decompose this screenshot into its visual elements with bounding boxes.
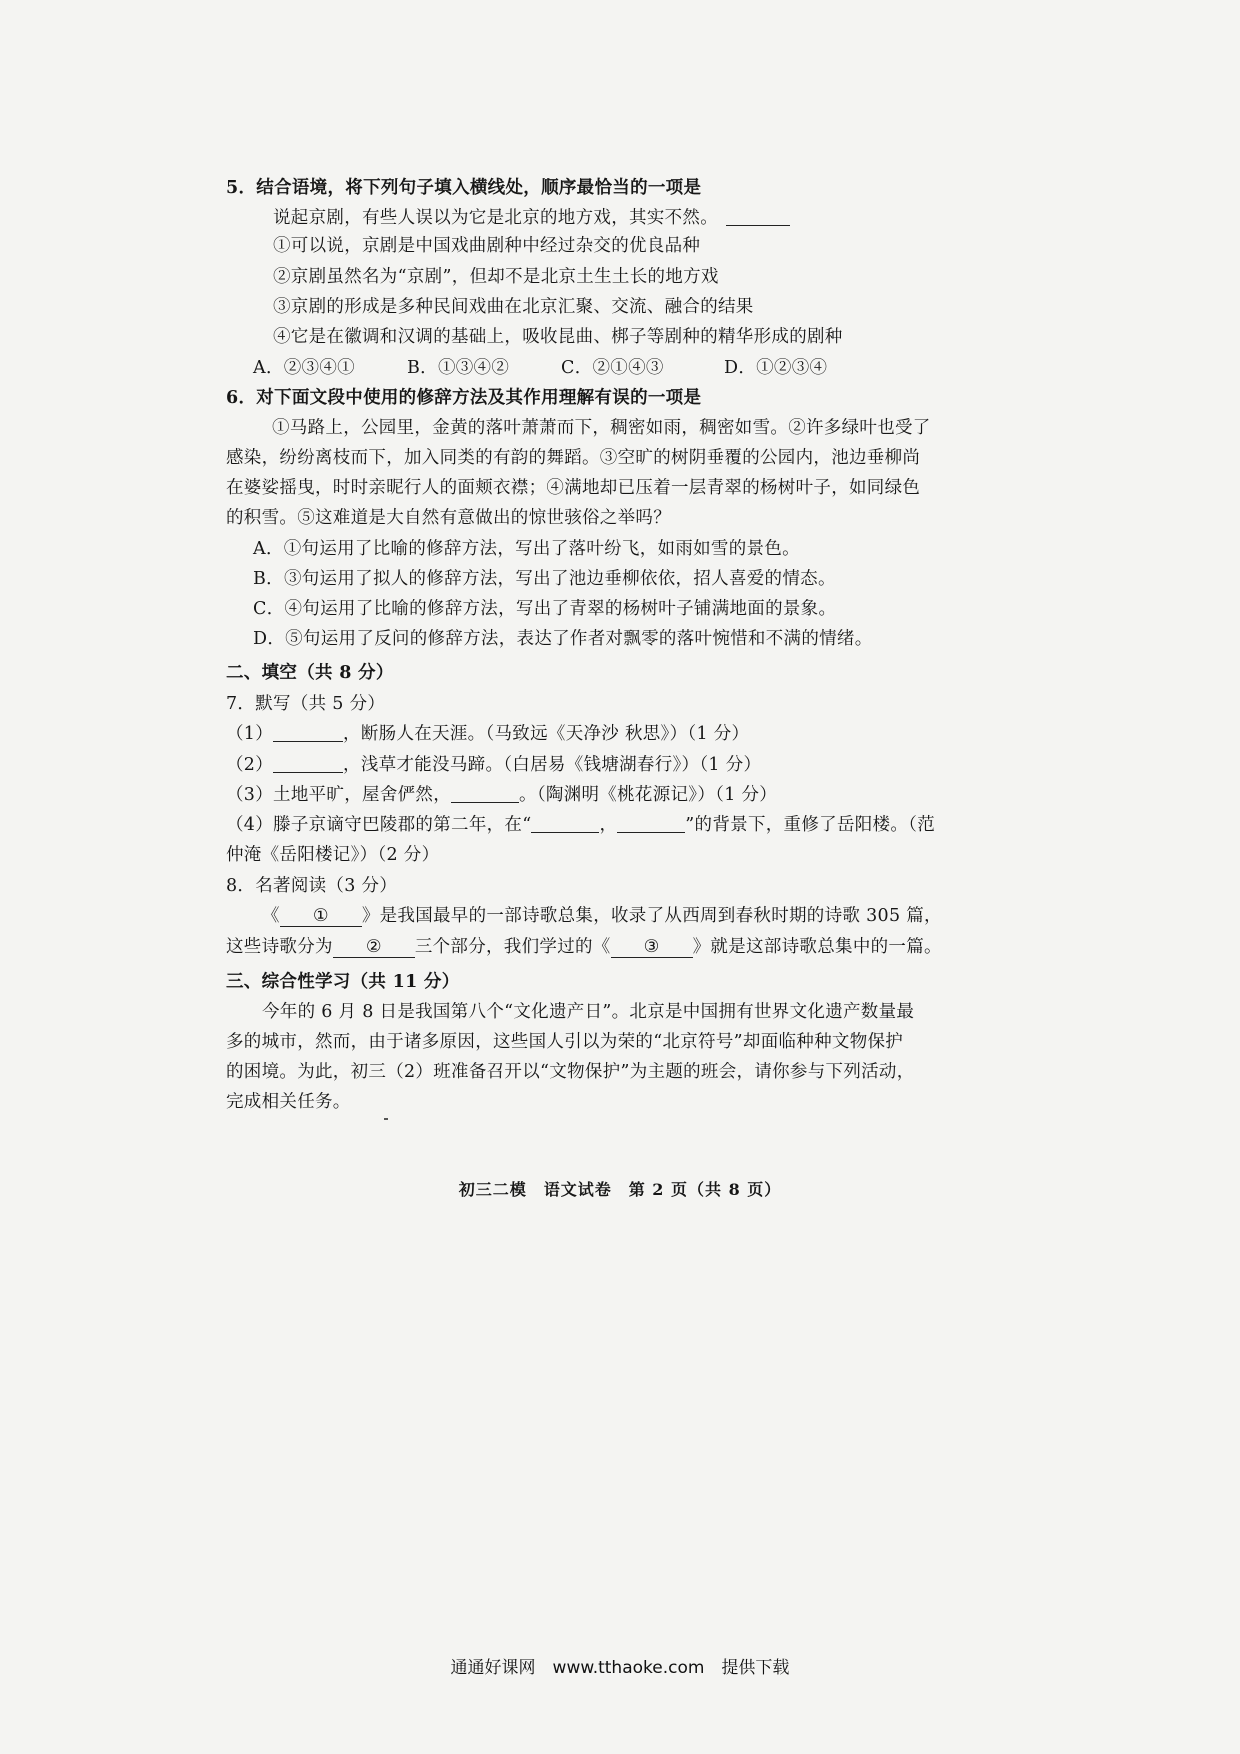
q5-sentence-3: ③京剧的形成是多种民间戏曲在北京汇聚、交流、融合的结果 [273, 297, 754, 317]
section-3-title: 三、综合性学习（共 11 分） [226, 972, 460, 992]
q5-option-c: C．②①④③ [561, 358, 664, 378]
q6-passage-line-1: ①马路上，公园里，金黄的落叶萧萧而下，稠密如雨，稠密如雪。②许多绿叶也受了 [272, 418, 931, 438]
section-3-line-4: 完成相关任务。 [226, 1092, 351, 1112]
q6-passage-line-2: 感染，纷纷离枝而下，加入同类的有韵的舞蹈。③空旷的树阴垂覆的公园内，池边垂柳尚 [226, 448, 921, 468]
section-3-line-2: 多的城市，然而，由于诸多原因，这些国人引以为荣的“北京符号”却面临种种文物保护 [226, 1032, 904, 1052]
q8-blank-3: ③ [611, 937, 693, 958]
q8-line-2-middle: 三个部分，我们学过的《 [414, 937, 611, 957]
q7-4-text: （4）滕子京谪守巴陵郡的第二年，在“ [226, 815, 532, 835]
q8-blank-2: ② [333, 937, 415, 958]
q7-1-blank [273, 723, 343, 742]
q7-4-blank-1 [531, 814, 599, 833]
q5-sentence-2: ②京剧虽然名为“京剧”，但却不是北京土生土长的地方戏 [273, 267, 719, 287]
q8-line-1-text: 》是我国最早的一部诗歌总集，收录了从西周到春秋时期的诗歌 305 篇， [361, 906, 942, 926]
q7-4-comma: ， [599, 815, 618, 835]
section-2-title: 二、填空（共 8 分） [226, 663, 394, 683]
q7-1-label: （1） [226, 724, 274, 744]
download-watermark: 通通好课网 www.tthaoke.com 提供下载 [450, 1658, 790, 1678]
q8-line-1 [262, 904, 942, 928]
q7-4-rest: ”的背景下，重修了岳阳楼。（范 [685, 815, 935, 835]
q5-context-text: 说起京剧，有些人误以为它是北京的地方戏，其实不然。 [273, 208, 718, 228]
section-3-line-3: 的困境。为此，初三（2）班准备召开以“文物保护”为主题的班会，请你参与下列活动， [226, 1062, 915, 1082]
q7-3-source: 。（陶渊明《桃花源记》）（1 分） [519, 785, 778, 805]
q6-option-a: A．①句运用了比喻的修辞方法，写出了落叶纷飞，如雨如雪的景色。 [253, 539, 800, 559]
q8-line-2-end: 》就是这部诗歌总集中的一篇。 [692, 937, 942, 957]
q8-heading: 8．名著阅读（3 分） [226, 876, 398, 896]
scan-speck [384, 1118, 388, 1120]
q7-line-4-continued: 仲淹《岳阳楼记》）（2 分） [226, 845, 440, 865]
q8-blank-1: ① [280, 906, 362, 927]
q5-sentence-1: ①可以说，京剧是中国戏曲剧种中经过杂交的优良品种 [273, 236, 701, 256]
q5-heading: 5．结合语境，将下列句子填入横线处，顺序最恰当的一项是 [226, 178, 702, 198]
q5-answer-blank [726, 207, 790, 226]
q7-2-blank [273, 754, 343, 773]
q8-line-2 [226, 935, 942, 959]
q7-1-text: ，断肠人在天涯。（马致远《天净沙 秋思》）（1 分） [343, 724, 750, 744]
q7-line-2 [226, 753, 761, 777]
q7-4-blank-2 [617, 814, 685, 833]
q7-line-1 [226, 722, 749, 746]
q7-line-3 [226, 783, 777, 807]
q8-line-2-start: 这些诗歌分为 [226, 937, 333, 957]
q5-sentence-4: ④它是在徽调和汉调的基础上，吸收昆曲、梆子等剧种的精华形成的剧种 [273, 327, 843, 347]
q8-open-bracket: 《 [262, 906, 280, 926]
q5-option-d: D．①②③④ [724, 358, 828, 378]
q6-passage-line-3: 在婆娑摇曳，时时亲昵行人的面颊衣襟；④满地却已压着一层青翠的杨树叶子，如同绿色 [226, 478, 921, 498]
q5-option-b: B．①③④② [407, 358, 510, 378]
q6-option-d: D．⑤句运用了反问的修辞方法，表达了作者对飘零的落叶惋惜和不满的情绪。 [253, 629, 873, 649]
q7-heading: 7．默写（共 5 分） [226, 694, 386, 714]
page-footer: 初三二模 语文试卷 第 2 页（共 8 页） [458, 1180, 782, 1199]
q6-heading: 6．对下面文段中使用的修辞方法及其作用理解有误的一项是 [226, 388, 702, 408]
q5-option-a: A．②③④① [253, 358, 355, 378]
q7-2-label: （2） [226, 755, 274, 775]
q6-passage-line-4: 的积雪。⑤这难道是大自然有意做出的惊世骇俗之举吗？ [226, 508, 671, 528]
q6-option-c: C．④句运用了比喻的修辞方法，写出了青翠的杨树叶子铺满地面的景象。 [253, 599, 837, 619]
section-3-line-1: 今年的 6 月 8 日是我国第八个“文化遗产日”。北京是中国拥有世界文化遗产数量最 [262, 1002, 915, 1022]
q7-3-text: （3）土地平旷，屋舍俨然， [226, 785, 452, 805]
q7-2-text: ，浅草才能没马蹄。（白居易《钱塘湖春行》）（1 分） [343, 755, 762, 775]
q7-line-4 [226, 813, 935, 837]
q6-option-b: B．③句运用了拟人的修辞方法，写出了池边垂柳依依，招人喜爱的情态。 [253, 569, 836, 589]
q5-context [273, 206, 790, 230]
q7-3-blank [451, 784, 519, 803]
